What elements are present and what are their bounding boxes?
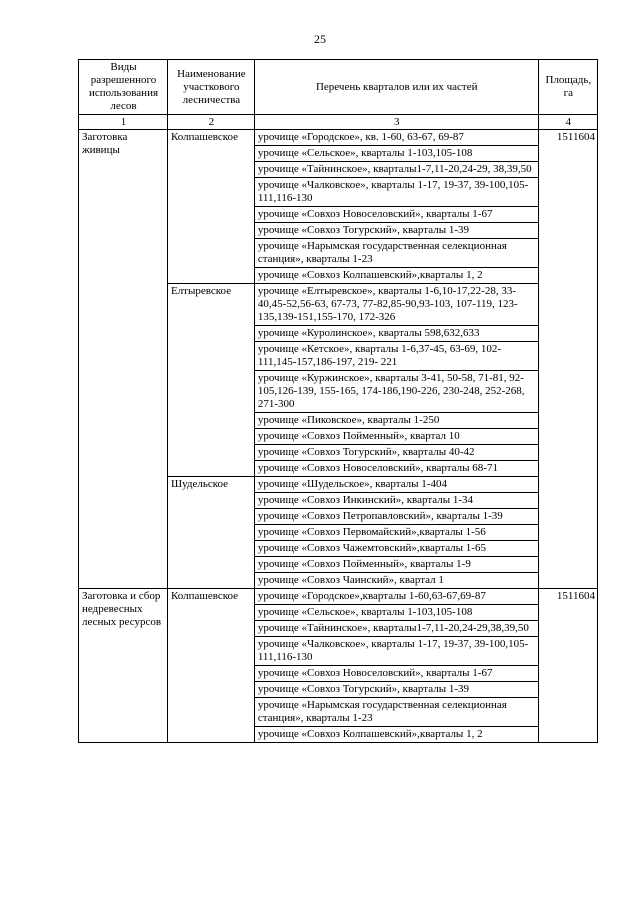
quarters-cell: урочище «Совхоз Тогурский», кварталы 1-39 — [254, 682, 538, 698]
quarters-cell: урочище «Куржинское», кварталы 3-41, 50-58, 71-81, 92-105,126-139, 155-165, 174-186,190-226, 230-248, 252-268, 271-300 — [254, 371, 538, 413]
header-use-type: Виды разрешенного использования лесов — [79, 60, 168, 115]
quarters-cell: урочище «Совхоз Колпашевский»,кварталы 1, 2 — [254, 268, 538, 284]
quarters-cell: урочище «Совхоз Инкинский», кварталы 1-34 — [254, 493, 538, 509]
quarters-cell: урочище «Совхоз Первомайский»,кварталы 1-56 — [254, 525, 538, 541]
page-number: 25 — [314, 32, 326, 46]
forestry-name-cell: Колпашевское — [167, 130, 254, 284]
quarters-cell: урочище «Нарымская государственная селекционная станция», кварталы 1-23 — [254, 239, 538, 268]
quarters-cell: урочище «Совхоз Колпашевский»,кварталы 1, 2 — [254, 727, 538, 743]
quarters-cell: урочище «Тайнинское», кварталы1-7,11-20,24-29,38,39,50 — [254, 621, 538, 637]
header-row — [79, 60, 598, 115]
quarters-cell: урочище «Совхоз Новоселовский», кварталы 68-71 — [254, 461, 538, 477]
use-type-cell: Заготовка и сбор недревесных лесных ресурсов — [79, 589, 168, 743]
quarters-cell: урочище «Шудельское», кварталы 1-404 — [254, 477, 538, 493]
header-quarters: Перечень кварталов или их частей — [254, 60, 538, 115]
forestry-name-cell: Шудельское — [167, 477, 254, 589]
table-body — [79, 130, 598, 743]
table-row — [79, 130, 598, 146]
quarters-cell: урочище «Чалковское», кварталы 1-17, 19-37, 39-100,105-111,116-130 — [254, 637, 538, 666]
header-area: Площадь, га — [538, 60, 597, 115]
table-row — [79, 589, 598, 605]
quarters-cell: урочище «Совхоз Новоселовский», кварталы 1-67 — [254, 666, 538, 682]
area-cell: 1511604 — [538, 130, 597, 589]
forestry-name-cell: Елтыревское — [167, 284, 254, 477]
use-type-cell: Заготовка живицы — [79, 130, 168, 589]
quarters-cell: урочище «Куролинское», кварталы 598,632,633 — [254, 326, 538, 342]
quarters-cell: урочище «Городское», кв. 1-60, 63-67, 69-87 — [254, 130, 538, 146]
quarters-cell: урочище «Елтыревское», кварталы 1-6,10-17,22-28, 33-40,45-52,56-63, 67-73, 77-82,85-90,93-103, 107-119, 123-135,139-151,155-170, 172-326 — [254, 284, 538, 326]
column-number: 2 — [167, 115, 254, 130]
header-forestry: Наименование участкового лесничества — [167, 60, 254, 115]
forest-use-table — [78, 59, 598, 743]
column-number: 1 — [79, 115, 168, 130]
area-cell: 1511604 — [538, 589, 597, 743]
quarters-cell: урочище «Совхоз Тогурский», кварталы 1-39 — [254, 223, 538, 239]
quarters-cell: урочище «Сельское», кварталы 1-103,105-108 — [254, 146, 538, 162]
quarters-cell: урочище «Совхоз Чаинский», квартал 1 — [254, 573, 538, 589]
quarters-cell: урочище «Пиковское», кварталы 1-250 — [254, 413, 538, 429]
column-number: 3 — [254, 115, 538, 130]
quarters-cell: урочище «Совхоз Пойменный», квартал 10 — [254, 429, 538, 445]
quarters-cell: урочище «Совхоз Новоселовский», кварталы 1-67 — [254, 207, 538, 223]
quarters-cell: урочище «Кетское», кварталы 1-6,37-45, 63-69, 102-111,145-157,186-197, 219- 221 — [254, 342, 538, 371]
column-number-row — [79, 115, 598, 130]
quarters-cell: урочище «Тайнинское», кварталы1-7,11-20,24-29, 38,39,50 — [254, 162, 538, 178]
quarters-cell: урочище «Нарымская государственная селекционная станция», кварталы 1-23 — [254, 698, 538, 727]
quarters-cell: урочище «Совхоз Пойменный», кварталы 1-9 — [254, 557, 538, 573]
quarters-cell: урочище «Совхоз Петропавловский», кварталы 1-39 — [254, 509, 538, 525]
forestry-name-cell: Колпашевское — [167, 589, 254, 743]
column-number: 4 — [538, 115, 597, 130]
quarters-cell: урочище «Совхоз Чажемтовский»,кварталы 1-65 — [254, 541, 538, 557]
quarters-cell: урочище «Совхоз Тогурский», кварталы 40-42 — [254, 445, 538, 461]
quarters-cell: урочище «Чалковское», кварталы 1-17, 19-37, 39-100,105-111,116-130 — [254, 178, 538, 207]
quarters-cell: урочище «Городское»,кварталы 1-60,63-67,69-87 — [254, 589, 538, 605]
quarters-cell: урочище «Сельское», кварталы 1-103,105-108 — [254, 605, 538, 621]
